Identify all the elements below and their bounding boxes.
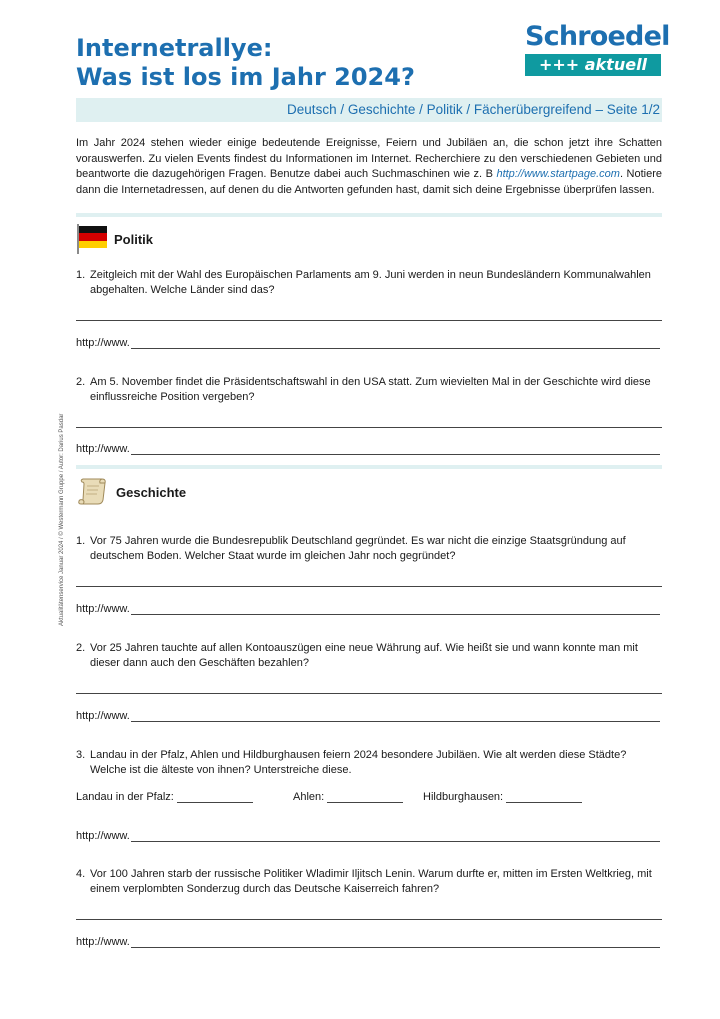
- url-prefix: http://www.: [76, 603, 130, 615]
- answer-line[interactable]: [76, 693, 662, 694]
- url-prefix: http://www.: [76, 936, 130, 948]
- copyright-note: Aktualitätenservice Januar 2024 / © Westermann Gruppe / Autor: Darius Pasdar: [59, 413, 65, 626]
- german-flag-icon: [76, 224, 108, 254]
- brand-tag: +++ aktuell: [525, 54, 661, 76]
- url-answer-field[interactable]: [76, 828, 660, 842]
- intro-text: [76, 136, 662, 198]
- question-text: Vor 75 Jahren wurde die Bundesrepublik Deutschland gegründet. Es war nicht die einzige Staatsgründung auf deutschem Boden. Welcher Staat wurde im gleichen Jahr noch gegründet?: [90, 535, 626, 562]
- search-engine-link[interactable]: http://www.startpage.com: [496, 168, 620, 180]
- question-geschichte-3: [76, 748, 662, 777]
- question-geschichte-1: [76, 534, 662, 563]
- intro-text-after: . Notiere dann die Internetadressen, auf denen du die Antworten gefunden hast, damit sich deine Ergebnisse überprüfen lassen.: [76, 168, 663, 196]
- section-heading-politik: [76, 224, 153, 254]
- answer-line[interactable]: [76, 919, 662, 920]
- city-field-landau[interactable]: [76, 789, 253, 803]
- city-label: Hildburghausen:: [423, 791, 504, 803]
- url-prefix: http://www.: [76, 830, 130, 842]
- url-answer-field[interactable]: [76, 601, 660, 615]
- title-line-2: Was ist los im Jahr 2024?: [76, 63, 415, 91]
- question-politik-2: [76, 375, 662, 404]
- answer-line[interactable]: [76, 427, 662, 428]
- question-number: 1.: [76, 535, 86, 547]
- question-text: Vor 100 Jahren starb der russische Politiker Wladimir Iljitsch Lenin. Warum durfte er, mitten im Ersten Weltkrieg, mit einem verplombten Sonderzug durch das Deutsche Kaiserreich fahren?: [90, 868, 652, 895]
- question-geschichte-4: [76, 867, 662, 896]
- city-field-ahlen[interactable]: [293, 789, 403, 803]
- url-prefix: http://www.: [76, 337, 130, 349]
- question-text: Vor 25 Jahren tauchte auf allen Kontoauszügen eine neue Währung auf. Wie heißt sie und wann konnte man mit dieser dann auch den Geschäften bezahlen?: [90, 642, 638, 669]
- question-geschichte-2: [76, 641, 662, 670]
- url-answer-field[interactable]: [76, 441, 660, 455]
- question-number: 3.: [76, 749, 86, 761]
- section-divider: [76, 213, 662, 217]
- url-answer-field[interactable]: [76, 335, 660, 349]
- section-label: Geschichte: [116, 484, 187, 500]
- page-title: [76, 34, 496, 92]
- question-number: 4.: [76, 868, 86, 880]
- answer-line[interactable]: [76, 320, 662, 321]
- question-politik-1: [76, 268, 662, 297]
- question-number: 2.: [76, 642, 86, 654]
- brand-logo: [525, 21, 670, 76]
- question-text: Am 5. November findet die Präsidentschaftswahl in den USA statt. Zum wievielten Mal in der Geschichte wird diese einflussreiche Position vergeben?: [90, 376, 651, 403]
- question-text: Zeitgleich mit der Wahl des Europäischen Parlaments am 9. Juni werden in neun Bundesländern Kommunalwahlen abgehalten. Welche Länder sind das?: [90, 269, 651, 296]
- url-answer-field[interactable]: [76, 708, 660, 722]
- question-text: Landau in der Pfalz, Ahlen und Hildburghausen feiern 2024 besondere Jubiläen. Wie alt werden diese Städte? Welche ist die älteste von ihnen? Unterstreiche diese.: [90, 749, 627, 776]
- answer-line[interactable]: [76, 586, 662, 587]
- intro-text-before: Im Jahr 2024 stehen wieder einige bedeutende Ereignisse, Feiern und Jubiläen an, die schon jetzt ihre Schatten vorauswerfen. Zu vielen Events findest du Informationen im Internet. Recherchiere zu den verschiedenen Gebieten und beantworte die dazugehörigen Fragen. Benutze dabei auch Suchmaschinen wie z. B: [76, 137, 662, 180]
- question-number: 1.: [76, 269, 86, 281]
- city-label: Ahlen:: [293, 791, 325, 803]
- city-field-hildburghausen[interactable]: [423, 789, 582, 803]
- section-heading-geschichte: [76, 476, 186, 508]
- city-answers: [76, 789, 662, 803]
- brand-name: Schroedel: [525, 21, 670, 52]
- city-label: Landau in der Pfalz:: [76, 791, 174, 803]
- question-number: 2.: [76, 376, 86, 388]
- url-prefix: http://www.: [76, 710, 130, 722]
- scroll-icon: [76, 476, 110, 508]
- title-line-1: Internetrallye:: [76, 34, 273, 62]
- url-prefix: http://www.: [76, 443, 130, 455]
- section-label: Politik: [114, 231, 154, 247]
- subject-bar: Deutsch / Geschichte / Politik / Fächerübergreifend – Seite 1/2: [76, 98, 662, 122]
- section-divider: [76, 465, 662, 469]
- url-answer-field[interactable]: [76, 934, 660, 948]
